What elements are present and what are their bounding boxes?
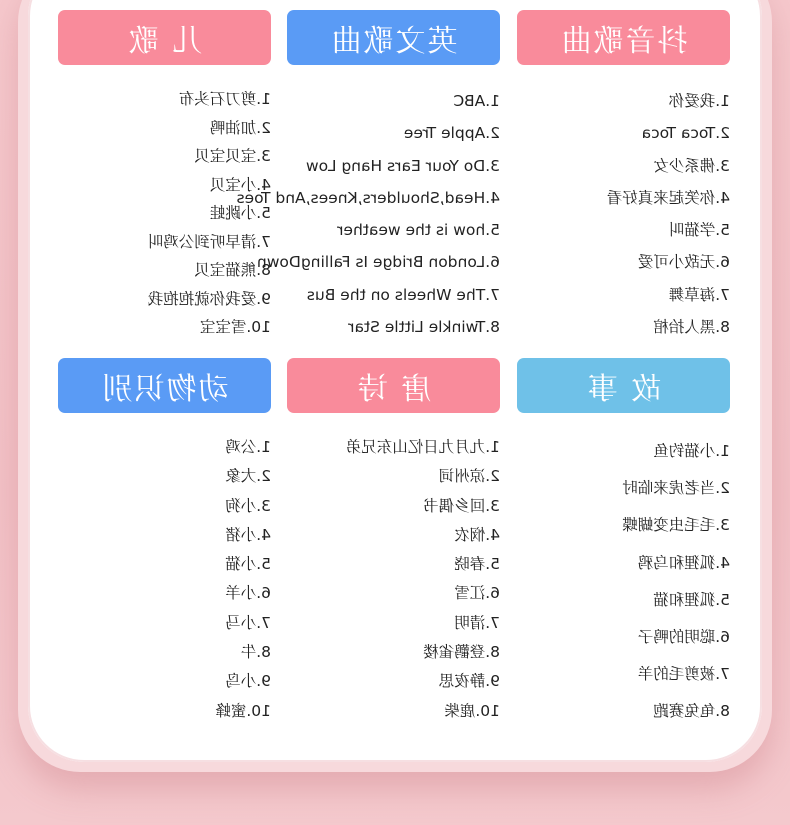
kids-songs-header[interactable]: 儿 歌 [58,10,271,65]
stories-list [517,433,730,731]
list-item[interactable]: 7.清早听到公鸡叫 [147,232,271,251]
list-item[interactable]: 10.鹿柴 [444,701,500,720]
list-item[interactable]: 6.London Bridge Is FallingDown [256,253,500,272]
animal-recognition-header[interactable]: 动物识别 [58,358,271,413]
list-item[interactable]: 7.清明 [454,613,500,632]
list-item[interactable]: 3.毛毛虫变蝴蝶 [622,516,730,535]
list-item[interactable]: 5.学猫叫 [668,221,730,240]
list-item[interactable]: 4.小猪 [225,525,271,544]
stories-header[interactable]: 故 事 [517,358,730,413]
list-item[interactable]: 1.我爱你 [668,92,730,110]
list-item[interactable]: 10.蜜蜂 [215,701,271,720]
section-tang-poems [287,358,500,726]
english-songs-header[interactable]: 英文歌曲 [287,10,500,65]
list-item[interactable]: 8.龟兔赛跑 [653,702,730,721]
list-item[interactable]: 6.江雪 [454,584,500,603]
list-item[interactable]: 2.大象 [225,467,271,486]
section-stories [517,358,730,731]
list-item[interactable]: 8.熊猫宝贝 [194,261,271,279]
list-item[interactable]: 1.ABC [453,92,500,110]
list-item[interactable]: 3.Do Your Ears Hang Low [305,156,500,175]
list-item[interactable]: 4.狐狸和乌鸦 [637,553,730,572]
list-item[interactable]: 4.小宝贝 [209,175,271,194]
list-item[interactable]: 1.九月九日忆山东兄弟 [345,438,500,456]
list-item[interactable]: 1.剪刀石头布 [178,90,271,108]
list-item[interactable]: 4.悯农 [454,525,500,544]
douyin-songs-header[interactable]: 抖音歌曲 [517,10,730,65]
animal-recognition-list [58,433,271,726]
list-item[interactable]: 4.Head,Shoulders,Knees,And Toes [236,188,500,207]
list-item[interactable]: 6.无敌小可爱 [637,253,730,272]
list-item[interactable]: 1.公鸡 [225,438,271,456]
list-item[interactable]: 9.小鸟 [225,672,271,691]
list-item[interactable]: 7.小马 [225,613,271,632]
list-item[interactable]: 5.how is the weather [337,221,500,240]
list-item[interactable]: 3.佛系少女 [653,156,730,175]
list-item[interactable]: 5.春晓 [454,555,500,574]
list-item[interactable]: 9.静夜思 [438,672,500,691]
list-item[interactable]: 2.当老虎来临时 [622,479,730,498]
kids-songs-list [58,85,271,342]
list-item[interactable]: 5.狐狸和猫 [653,590,730,609]
list-item[interactable]: 1.小猫钓鱼 [653,442,730,460]
section-douyin-songs [517,10,730,343]
list-item[interactable]: 9.爱我你就抱抱我 [147,289,271,308]
list-item[interactable]: 4.你笑起来真好看 [606,188,730,207]
list-item[interactable]: 3.宝贝宝贝 [194,147,271,165]
list-item[interactable]: 3.回乡偶书 [423,496,500,515]
list-item[interactable]: 2.凉州词 [438,467,500,486]
list-item[interactable]: 8.登鹳雀楼 [423,643,500,662]
list-item[interactable]: 8.牛 [240,643,271,662]
list-item[interactable]: 6.小羊 [225,584,271,603]
tang-poems-list [287,433,500,726]
list-item[interactable]: 7.被剪毛的羊 [637,665,730,684]
list-item[interactable]: 6.聪明的鸭子 [637,627,730,646]
list-item[interactable]: 2.加油鸭 [209,118,271,137]
section-animal-recognition [58,358,271,726]
section-kids-songs [58,10,271,342]
list-item[interactable]: 8.Twinkle Little Star [348,318,500,337]
list-item[interactable]: 10.雪宝宝 [199,318,271,336]
list-item[interactable]: 2.Apple Tree [403,124,500,143]
tang-poems-header[interactable]: 唐 诗 [287,358,500,413]
list-item[interactable]: 2.Toca Toca [641,124,730,143]
list-item[interactable]: 5.小跳蛙 [209,204,271,222]
list-item[interactable]: 8.黑人抬棺 [653,318,730,337]
list-item[interactable]: 5.小猫 [225,555,271,574]
list-item[interactable]: 7.海草舞 [668,285,730,304]
list-item[interactable]: 3.小狗 [225,496,271,515]
list-item[interactable]: 7.The Wheels on the Bus [306,285,500,304]
douyin-songs-list [517,85,730,343]
